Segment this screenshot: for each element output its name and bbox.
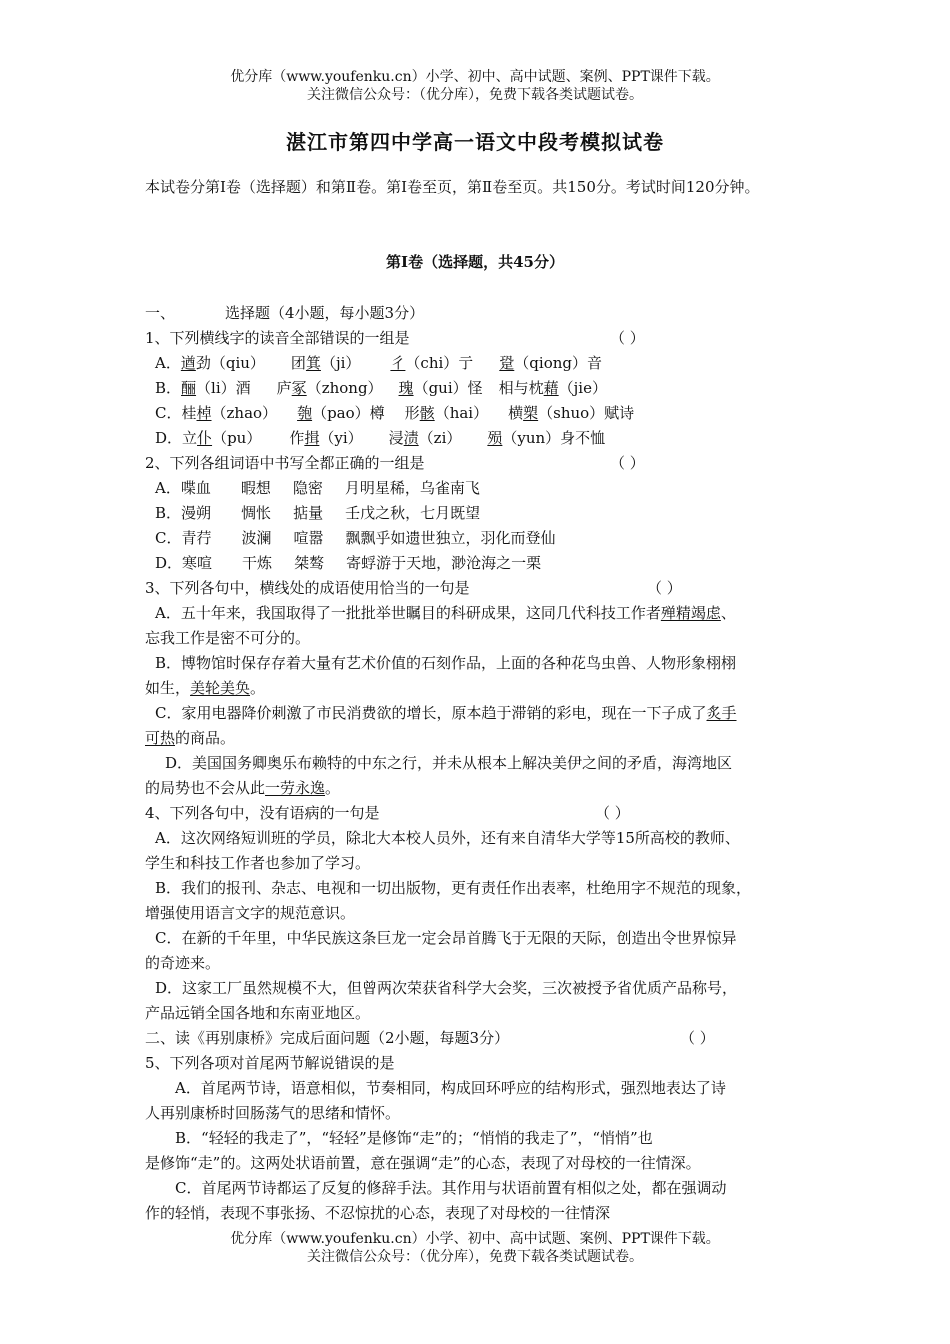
option-text: （pao）樽	[312, 404, 385, 422]
q3-option-d-cont	[145, 776, 815, 801]
q1-stem	[145, 326, 815, 351]
option-letter: A．	[155, 479, 181, 497]
option-letter: C．	[155, 404, 182, 422]
underlined-char: 箕	[305, 354, 321, 372]
option-text: 桂	[181, 404, 197, 422]
header-line-2: 关注微信公众号：（优分库），免费下载各类试题试卷。	[307, 87, 643, 103]
q3-option-c	[145, 701, 815, 726]
footer-line-1: 优分库（www.youfenku.cn）小学、初中、高中试题、案例、PPT课件下载。	[230, 1231, 720, 1247]
q3-option-d: D．美国国务卿奥乐布赖特的中东之行，并未从根本上解决美伊之间的矛盾，海湾地区	[165, 754, 733, 772]
q1-answer-paren: （ ）	[610, 329, 645, 347]
option-text: 如生，	[145, 679, 191, 697]
q5-option-b-cont: 是修饰“走”的。这两处状语前置，意在强调“走”的心态，表现了对母校的一往情深。	[145, 1154, 701, 1172]
underlined-char: 揖	[304, 429, 320, 447]
option-text: C．家用电器降价刺激了市民消费欲的增长，原本趋于滞销的彩电，现在一下子成了	[155, 704, 707, 722]
option-text: 团	[290, 354, 306, 372]
option-text: （zhao）	[211, 404, 278, 422]
option-word: 波澜	[241, 529, 272, 547]
q1-stem-text: 1、下列横线字的读音全部错误的一组是	[145, 329, 410, 347]
footer-line-2: 关注微信公众号：（优分库），免费下载各类试题试卷。	[307, 1249, 643, 1265]
q3-option-b-cont	[145, 676, 815, 701]
underlined-char: 彳	[390, 354, 406, 372]
underlined-char: 槊	[523, 404, 539, 422]
section-heading: 第Ⅰ卷（选择题，共45分）	[386, 253, 564, 271]
option-word: 喋血	[180, 479, 211, 497]
q2-option-b	[145, 501, 815, 526]
option-word: 干炼	[242, 554, 273, 572]
questions-body	[145, 301, 815, 1226]
q3-answer-paren: （ ）	[647, 579, 682, 597]
part-1-heading	[145, 301, 815, 326]
option-word: 寄蜉游于天地，渺沧海之一栗	[346, 554, 542, 572]
option-word: 壬戊之秋，七月既望	[345, 504, 481, 522]
option-letter: B．	[155, 379, 182, 397]
option-text: 形	[404, 404, 420, 422]
option-letter: C．	[155, 529, 182, 547]
underlined-char: 酾	[181, 379, 197, 397]
underlined-char: 藉	[543, 379, 559, 397]
option-word: 桀骜	[294, 554, 325, 572]
part-2-text: 二、读《再别康桥》完成后面问题（2小题，每题3分）	[145, 1029, 510, 1047]
q4-option-a-cont: 学生和科技工作者也参加了学习。	[145, 854, 371, 872]
underlined-idiom: 炙手	[706, 704, 737, 722]
q2-option-d	[145, 551, 815, 576]
q1-option-d	[145, 426, 815, 451]
underlined-char: 遒	[180, 354, 196, 372]
q4-option-c-cont: 的奇迹来。	[145, 954, 221, 972]
q4-option-d: D．这家工厂虽然规模不大，但曾两次荣获省科学大会奖，三次被授予省优质产品称号，	[155, 979, 738, 997]
option-text: 劲（qiu）	[195, 354, 265, 372]
q2-stem-text: 2、下列各组词语中书写全都正确的一组是	[145, 454, 425, 472]
option-word: 暇想	[240, 479, 271, 497]
option-letter: D．	[155, 429, 183, 447]
option-text: 、	[720, 604, 736, 622]
option-text: 相与枕	[498, 379, 544, 397]
q4-option-b: B．我们的报刊、杂志、电视和一切出版物，更有责任作出表率，杜绝用字不规范的现象，	[155, 879, 752, 897]
option-word: 月明星稀，乌雀南飞	[344, 479, 480, 497]
q3-stem	[145, 576, 815, 601]
option-word: 飘飘乎如遗世独立，羽化而登仙	[345, 529, 556, 547]
q2-stem	[145, 451, 815, 476]
part-2-answer-paren: （ ）	[680, 1029, 715, 1047]
part-1-text: 选择题（4小题，每小题3分）	[225, 304, 425, 322]
option-text: （zhong）	[306, 379, 383, 397]
q4-stem	[145, 801, 815, 826]
underlined-char: 仆	[197, 429, 213, 447]
underlined-char: 棹	[196, 404, 212, 422]
underlined-idiom: 可热	[145, 729, 176, 747]
underlined-char: 骸	[419, 404, 435, 422]
q1-option-a	[145, 351, 815, 376]
underlined-char: 匏	[297, 404, 313, 422]
q1-option-b	[145, 376, 815, 401]
q2-answer-paren: （ ）	[610, 454, 645, 472]
underlined-idiom: 美轮美奂	[190, 679, 251, 697]
underlined-char: 冢	[291, 379, 307, 397]
part-1-number: 一、	[145, 304, 176, 322]
q2-option-c	[145, 526, 815, 551]
option-text: 。	[250, 679, 266, 697]
q5-option-c: C．首尾两节诗都运了反复的修辞手法。其作用与状语前置有相似之处，都在强调动	[175, 1179, 727, 1197]
q4-option-a: A．这次网络短训班的学员，除北大本校人员外，还有来自清华大学等15所高校的教师、	[155, 829, 740, 847]
option-text: 。	[325, 779, 341, 797]
option-text: 的商品。	[175, 729, 236, 747]
option-text: A．五十年来，我国取得了一批批举世瞩目的科研成果，这同几代科技工作者	[155, 604, 661, 622]
q4-option-b-cont: 增强使用语言文字的规范意识。	[145, 904, 356, 922]
option-text: （yi）	[319, 429, 363, 447]
underlined-char: 跫	[499, 354, 515, 372]
option-text: （shuo）赋诗	[538, 404, 635, 422]
option-text: 浸	[388, 429, 404, 447]
option-word: 掂量	[293, 504, 324, 522]
option-text: （jie）	[558, 379, 607, 397]
option-word: 漫朔	[181, 504, 212, 522]
option-text: （ji）	[320, 354, 361, 372]
option-text: （zi）	[418, 429, 462, 447]
q4-stem-text: 4、下列各句中，没有语病的一句是	[145, 804, 380, 822]
option-text: （yun）身不恤	[502, 429, 606, 447]
underlined-idiom: 一劳永逸	[265, 779, 326, 797]
underlined-idiom: 殚精竭虑	[660, 604, 721, 622]
option-text: （hai）	[434, 404, 489, 422]
option-letter: D．	[155, 554, 183, 572]
q5-option-a-cont: 人再别康桥时回肠荡气的思绪和情怀。	[145, 1104, 401, 1122]
q2-option-a	[145, 476, 815, 501]
underlined-char: 渍	[403, 429, 419, 447]
option-word: 喧嚣	[293, 529, 324, 547]
q3-option-a-cont: 忘我工作是密不可分的。	[145, 629, 311, 647]
option-text: （gui）怪	[413, 379, 483, 397]
q3-option-c-cont	[145, 726, 815, 751]
q4-answer-paren: （ ）	[595, 804, 630, 822]
underlined-char: 瑰	[398, 379, 414, 397]
q3-option-a	[145, 601, 815, 626]
option-text: 的局势也不会从此	[145, 779, 266, 797]
option-text: （li）酒	[196, 379, 251, 397]
q4-option-d-cont: 产品远销全国各地和东南亚地区。	[145, 1004, 371, 1022]
option-letter: A．	[155, 354, 181, 372]
q1-option-c	[145, 401, 815, 426]
underlined-char: 殒	[487, 429, 503, 447]
option-text: 庐	[276, 379, 292, 397]
option-text: （chi）亍	[405, 354, 474, 372]
q5-option-b: B．“轻轻的我走了”，“轻轻”是修饰“走”的；“悄悄的我走了”，“悄悄”也	[175, 1129, 653, 1147]
part-2-heading	[145, 1026, 815, 1051]
header-line-1: 优分库（www.youfenku.cn）小学、初中、高中试题、案例、PPT课件下载。	[230, 69, 720, 85]
q5-stem: 5、下列各项对首尾两节解说错误的是	[145, 1054, 395, 1072]
option-word: 惆怅	[241, 504, 272, 522]
option-text: （pu）	[212, 429, 262, 447]
q5-option-c-cont: 作的轻悄，表现不事张扬、不忍惊扰的心态，表现了对母校的一往情深	[145, 1204, 611, 1222]
option-text: 横	[508, 404, 524, 422]
q3-option-b: B．博物馆时保存存着大量有艺术价值的石刻作品，上面的各种花鸟虫兽、人物形象栩栩	[155, 654, 737, 672]
option-text: 作	[289, 429, 305, 447]
option-word: 寒喧	[182, 554, 213, 572]
option-text: （qiong）音	[514, 354, 602, 372]
q5-option-a: A．首尾两节诗，语意相似，节奏相同，构成回环呼应的结构形式，强烈地表达了诗	[175, 1079, 726, 1097]
option-text: 立	[182, 429, 198, 447]
q4-option-c: C．在新的千年里，中华民族这条巨龙一定会昂首腾飞于无限的天际，创造出令世界惊异	[155, 929, 737, 947]
option-word: 青荇	[181, 529, 212, 547]
page-title: 湛江市第四中学高一语文中段考模拟试卷	[286, 130, 664, 154]
q3-stem-text: 3、下列各句中，横线处的成语使用恰当的一句是	[145, 579, 470, 597]
option-letter: B．	[155, 504, 182, 522]
option-word: 隐密	[292, 479, 323, 497]
intro-text: 本试卷分第Ⅰ卷（选择题）和第Ⅱ卷。第Ⅰ卷至页，第Ⅱ卷至页。共150分。考试时间120分钟。	[145, 178, 760, 196]
